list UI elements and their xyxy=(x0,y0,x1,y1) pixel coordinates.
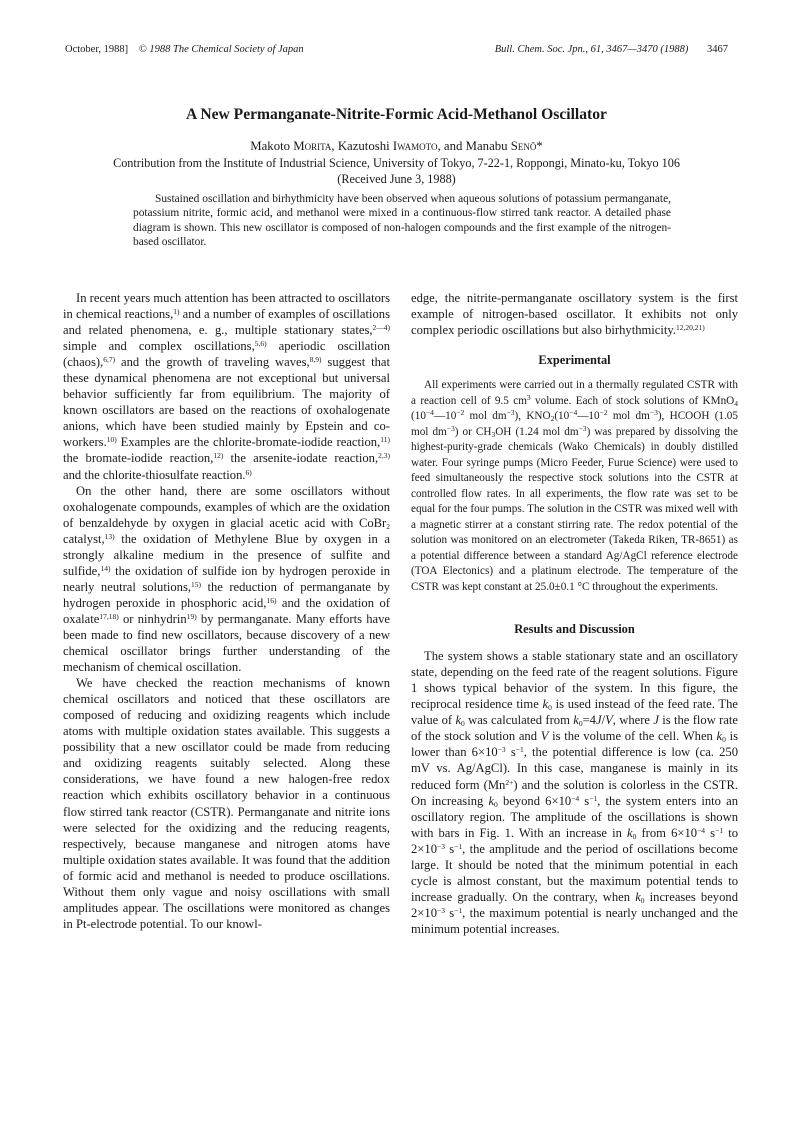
superscript-run: 13) xyxy=(104,531,115,541)
text-run: and the growth of traveling waves, xyxy=(115,355,310,370)
text-run: (10 xyxy=(554,410,570,423)
superscript-run: 19) xyxy=(186,611,197,621)
author-connector: and xyxy=(443,139,463,153)
text-run: ) was prepared by dissolving the highest-purity-grade chemicals (Wako Chemicals) in doubly distilled water. Four syringe pumps (Micro Feeder, Furue Science) were used to feed simultaneously the respective stock solutions into the CSTR at controlled flow rates. In all experiments, the flow rate was set to be equal for the four pumps. The solution in the CSTR was mixed well with a magnetic stirrer at a constant stirring rate. The redox potential of the solution was monitored on an electrometer (Takeda Riken, TR-8651) as a potential difference between a standard Ag/AgCl reference electrode (TOA Electonics) and a platinum electrode. The temperature of the CSTR was kept constant at 25.0±0.1 °C throughout the experiments. xyxy=(411,425,738,593)
text-run: from 6×10 xyxy=(636,825,698,840)
text-run: the bromate-iodide reaction, xyxy=(63,451,214,466)
text-run: ) and the solution is colorless in the CSTR. On increasing xyxy=(411,777,738,808)
text-run: edge, the nitrite-permanganate oscillatory system is the first example of nitrogen-based oscillator. It exhibits not only complex periodic oscillations but also birhythmicity. xyxy=(411,291,738,338)
subscript-run: 0 xyxy=(722,735,726,745)
author-first-name: Manabu xyxy=(465,139,508,153)
author-last-name: Iwamoto xyxy=(392,139,438,153)
author-last-name: Morita xyxy=(293,139,332,153)
abstract: Sustained oscillation and birhythmicity have been observed when aqueous solutions of potassium permanganate, potassium nitrite, formic acid, and methanol were mixed in a continuous-flow stirred tank reactor. A detailed phase diagram is shown. This new oscillator is composed of non-halogen compounds and the first example of the nitrogen-based oscillator. xyxy=(133,193,671,249)
author-list xyxy=(40,139,753,154)
text-run: volume. Each of stock solutions of KMnO xyxy=(530,394,735,407)
superscript-run: −3 xyxy=(437,841,445,851)
text-run: suggest that these dynamical phenomena are not exceptional but universal behavior sufficiently far from equilibrium. The majority of known oscillators are based on the reactions of oxohalogenate anions, which have been studied mainly by Epstein and co-workers. xyxy=(63,355,390,450)
superscript-run: 3 xyxy=(526,392,531,402)
text-run: Examples are the chlorite-bromate-iodide reaction, xyxy=(116,435,381,450)
superscript-run: 12,20,21) xyxy=(676,323,705,333)
subscript-run: 0 xyxy=(578,719,583,729)
subscript-run: 3 xyxy=(491,429,496,439)
text-run: / xyxy=(601,713,606,728)
author-first-name: Kazutoshi xyxy=(337,139,390,153)
experimental-heading: Experimental xyxy=(538,353,611,368)
superscript-run: 10) xyxy=(106,435,117,445)
text-run: , the maximum potential is nearly unchanged and the minimum potential increases. xyxy=(411,905,738,936)
subscript-run: 0 xyxy=(632,831,637,841)
text-run: is the flow rate of the stock solution and xyxy=(411,713,739,744)
superscript-run: −3 xyxy=(446,423,455,433)
author-last-name: Senō* xyxy=(510,139,543,153)
running-head xyxy=(65,44,728,60)
superscript-run: −2 xyxy=(456,408,465,418)
text-run: the arsenite-iodate reaction, xyxy=(223,451,379,466)
text-run: catalyst, xyxy=(63,531,105,546)
superscript-run: 15) xyxy=(191,579,201,589)
text-run: s xyxy=(705,825,716,840)
received-date: (Received June 3, 1988) xyxy=(337,172,456,186)
superscript-run: −3 xyxy=(437,905,445,915)
author-separator: , xyxy=(331,139,335,153)
symbol-run: k xyxy=(716,729,723,744)
text-run: In recent years much attention has been attracted to oscillators in chemical reactions, xyxy=(63,291,390,322)
text-run: s xyxy=(444,905,455,920)
experimental-paragraph xyxy=(411,378,738,595)
subscript-run: 2 xyxy=(386,521,390,531)
superscript-run: 6,7) xyxy=(103,355,116,365)
superscript-run: 11) xyxy=(380,435,390,445)
superscript-run: 2—4) xyxy=(372,323,390,333)
journal-citation: Bull. Chem. Soc. Jpn., 61, 3467—3470 (1988) xyxy=(494,44,689,55)
superscript-run: −4 xyxy=(571,793,580,803)
text-run: the reduction of permanganate by hydrogen peroxide in phosphoric acid, xyxy=(63,579,390,610)
text-run: mol dm xyxy=(464,410,507,423)
text-run: is used instead of the feed rate. The value of xyxy=(411,697,739,728)
superscript-run: 16) xyxy=(266,595,277,605)
issue-date: October, 1988] xyxy=(65,44,129,55)
symbol-run: k xyxy=(635,889,641,904)
superscript-run: −3 xyxy=(497,745,506,755)
text-run: is the volume of the cell. When xyxy=(548,729,717,744)
text-run: ) or CH xyxy=(454,425,492,438)
text-run: On the other hand, there are some oscillators without oxohalogenate compounds, examples of which are the oxidation of benzaldehyde by oxygen in glacial acetic acid with CoBr xyxy=(63,483,390,530)
symbol-run: J xyxy=(595,713,602,728)
text-run: All experiments were carried out in a thermally regulated CSTR with a reaction cell of 9.5 cm xyxy=(411,379,738,407)
text-run: —10 xyxy=(577,410,600,423)
superscript-run: 6) xyxy=(245,467,252,477)
superscript-run: 1) xyxy=(173,307,180,317)
text-run: and the chlorite-thiosulfate reaction. xyxy=(63,467,246,482)
superscript-run: −3 xyxy=(649,408,658,418)
affiliation: Contribution from the Institute of Industrial Science, University of Tokyo, 7-22-1, Roppongi, Minato-ku, Tokyo 106 xyxy=(113,156,680,170)
intro-paragraph xyxy=(63,290,390,483)
superscript-run: 12) xyxy=(213,451,224,461)
text-run: mol dm xyxy=(607,410,650,423)
subscript-run: 0 xyxy=(494,799,498,809)
text-run: , the potential difference is low (ca. 250 mV vs. Ag/AgCl). In this case, manganese is mainly in its reduced form (Mn xyxy=(411,745,738,792)
symbol-run: k xyxy=(573,713,579,728)
author-separator: , xyxy=(437,139,441,153)
results-paragraph xyxy=(411,648,738,937)
text-run: beyond 6×10 xyxy=(497,793,572,808)
text-run: ), KNO xyxy=(514,410,551,423)
text-run: s xyxy=(579,793,590,808)
text-run: —10 xyxy=(433,410,457,423)
text-run: increases beyond 2×10 xyxy=(411,889,738,920)
subscript-run: 0 xyxy=(548,703,552,713)
symbol-run: J xyxy=(653,713,659,728)
superscript-run: 2+ xyxy=(505,777,514,787)
superscript-run: 8,9) xyxy=(309,355,322,365)
intro-paragraph-continued xyxy=(411,290,738,338)
symbol-run: k xyxy=(455,713,462,728)
symbol-run: k xyxy=(627,825,633,840)
superscript-run: 2,3) xyxy=(378,451,390,461)
text-run: s xyxy=(505,745,516,760)
intro-paragraph: We have checked the reaction mechanisms of known chemical oscillators and noticed that these oscillators are composed of reducing and oxidizing reagents which include atoms with multiple oxidation states available. This suggests a possibility that a new oscillator could be made from reducing and oxidizing reagents suitably selected. Along these considerations, we have found a new halogen-free redox reaction which exhibits oscillatory behavior in a continuous flow stirred tank reactor (CSTR). Permanganate and nitrite ions were selected for the oxidizing and the reducing reagents, respectively, because manganese and nitrogen atoms have multiple oxidation states available. It was found that the addition of formic acid and methanol is needed to produce oscillations. Without them only vague and noisy oscillations with small amplitudes appear. The oscillations were monitored as changes in Pt-electrode potential. To our knowl- xyxy=(63,676,390,931)
intro-paragraph xyxy=(63,483,390,676)
superscript-run: −3 xyxy=(506,408,515,418)
running-head-left xyxy=(65,44,304,55)
text-run: the oxidation of Methylene Blue by oxygen in a strongly alkaline medium in the presence of sulfite and sulfide, xyxy=(63,531,390,578)
text-run: the oxidation of sulfide ion by hydrogen peroxide in nearly neutral solutions, xyxy=(63,563,390,594)
text-run: and the oxidation of oxalate xyxy=(63,595,390,626)
text-run: is lower than 6×10 xyxy=(411,729,738,760)
text-run: and a number of examples of oscillations and related phenomena, e. g., multiple stationary states, xyxy=(63,307,390,338)
subscript-run: 0 xyxy=(640,895,645,905)
superscript-run: −1 xyxy=(589,793,598,803)
right-column xyxy=(411,290,738,937)
text-run: aperiodic oscillation (chaos), xyxy=(63,339,390,370)
superscript-run: −1 xyxy=(454,905,463,915)
copyright-notice: © 1988 The Chemical Society of Japan xyxy=(138,44,304,55)
subscript-run: 4 xyxy=(734,398,738,408)
superscript-run: −4 xyxy=(425,408,434,418)
page-number: 3467 xyxy=(707,44,728,55)
text-run: s xyxy=(444,841,455,856)
text-run: by permanganate. Many efforts have been made to find new oscillators, because discovery of a new chemical oscillator brings further understanding of the mechanism of chemical oscillation. xyxy=(63,611,391,675)
article-title: A New Permanganate-Nitrite-Formic Acid-Methanol Oscillator xyxy=(186,106,607,123)
text-run: or ninhydrin xyxy=(118,611,187,626)
text-run: to 2×10 xyxy=(411,825,738,856)
subscript-run: 0 xyxy=(461,719,465,729)
superscript-run: −1 xyxy=(715,825,724,835)
text-run: , the amplitude and the period of oscillations become large. It should be noted that the minimum potential in each cycle is almost constant, but the maximum potential tends to increase gradually. On the contrary, when xyxy=(411,841,738,904)
left-column xyxy=(63,290,390,932)
superscript-run: 14) xyxy=(100,563,111,573)
superscript-run: −3 xyxy=(578,423,587,433)
superscript-run: 17,18) xyxy=(99,611,119,621)
text-run: , where xyxy=(612,713,654,728)
symbol-run: k xyxy=(542,697,549,712)
author-first-name: Makoto xyxy=(250,139,291,153)
superscript-run: −4 xyxy=(569,408,578,418)
superscript-run: −2 xyxy=(599,408,608,418)
text-run: simple and complex oscillations, xyxy=(63,339,255,354)
running-head-right xyxy=(495,44,728,55)
text-run: =4 xyxy=(582,713,596,728)
text-run: ), HCOOH (1.05 mol dm xyxy=(411,410,738,438)
text-run: (10 xyxy=(411,410,426,423)
symbol-run: V xyxy=(605,713,613,728)
superscript-run: −1 xyxy=(515,745,524,755)
symbol-run: k xyxy=(488,793,495,808)
superscript-run: −1 xyxy=(454,841,463,851)
results-heading: Results and Discussion xyxy=(514,622,635,637)
text-run: was calculated from xyxy=(464,713,574,728)
text-run: OH (1.24 mol dm xyxy=(495,425,579,438)
text-run: , the system enters into an oscillatory region. The amplitude of the oscillations is shown with bars in Fig. 1. With an increase in xyxy=(411,793,739,840)
subscript-run: 2 xyxy=(550,414,555,424)
text-run: The system shows a stable stationary state and an oscillatory state, depending on the feed rate of the reagent solutions. Figure 1 shows typical behavior of the system. In this figure, the reciprocal residence time xyxy=(411,649,738,712)
superscript-run: −4 xyxy=(697,825,706,835)
symbol-run: V xyxy=(540,729,549,744)
superscript-run: 5,6) xyxy=(254,339,267,349)
